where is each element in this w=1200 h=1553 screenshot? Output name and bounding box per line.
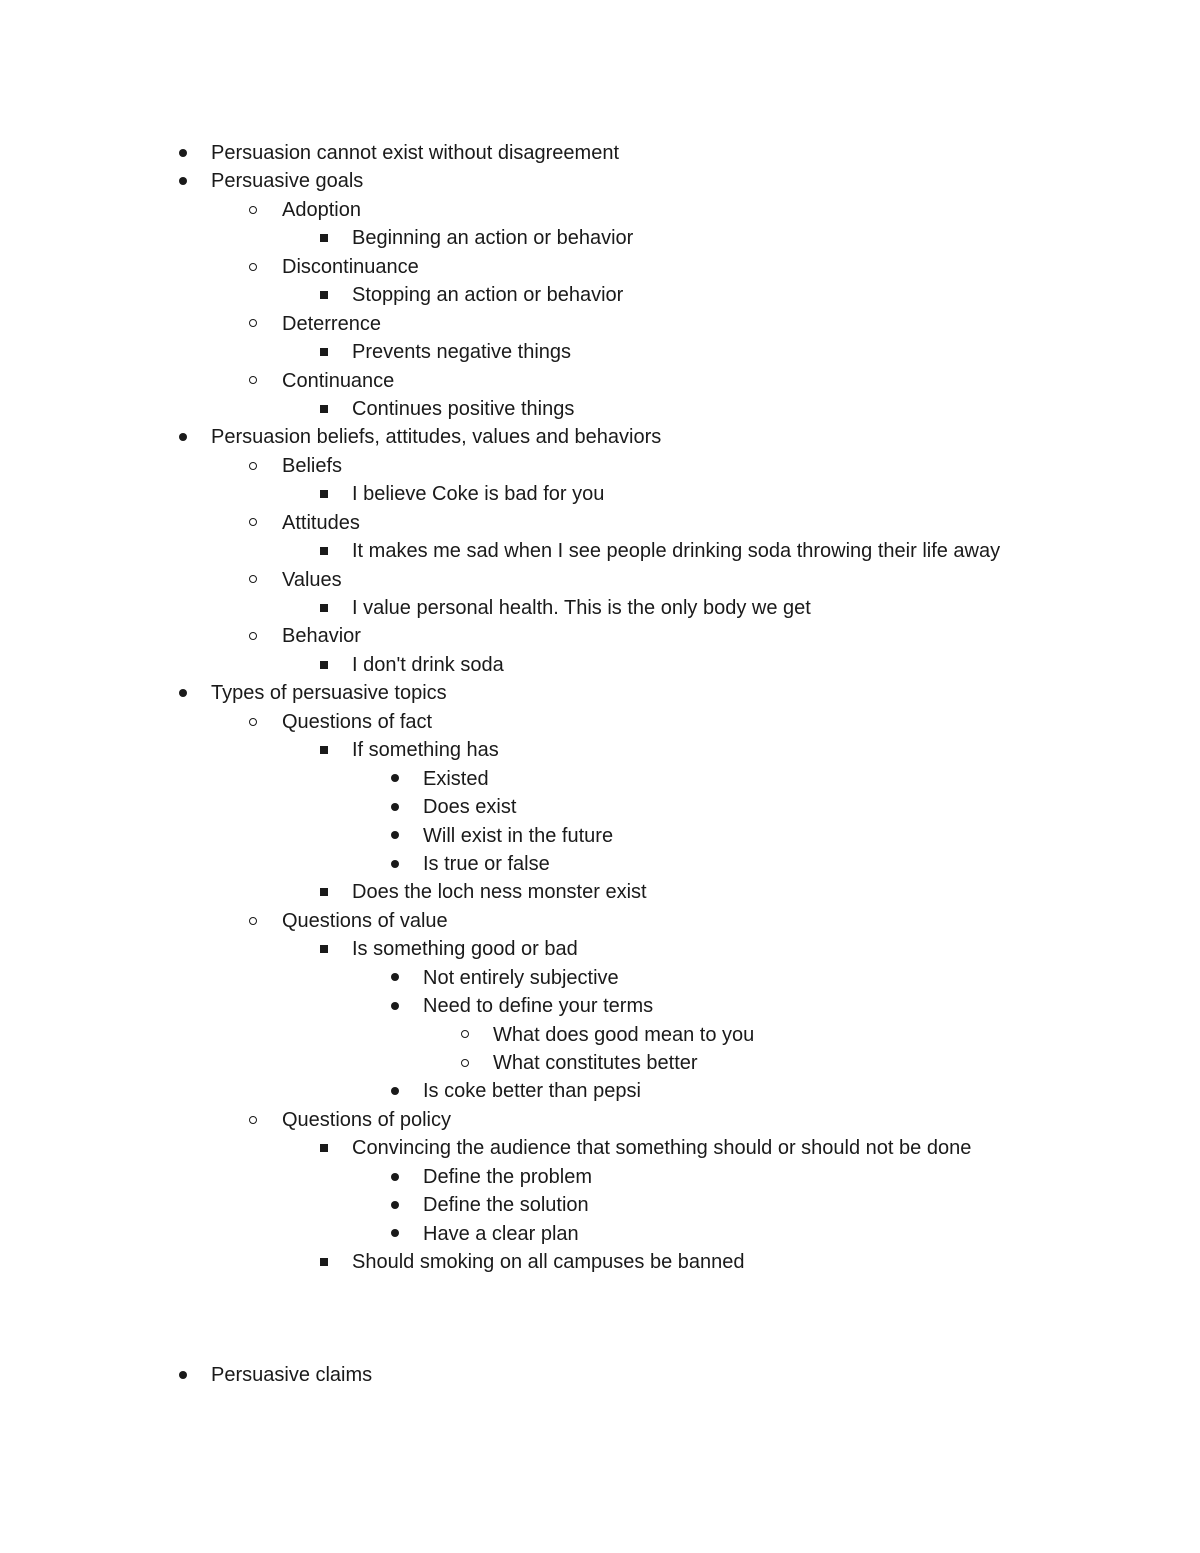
square-bullet-icon <box>314 537 334 565</box>
circle-bullet-icon <box>243 566 263 594</box>
list-item <box>0 679 1200 707</box>
disc-bullet-icon <box>385 1191 405 1219</box>
disc-bullet-icon <box>173 679 193 707</box>
list-item-text: I believe Coke is bad for you <box>352 483 605 506</box>
list-item <box>0 423 1200 451</box>
list-item <box>0 1220 1200 1248</box>
disc-bullet-icon <box>385 1077 405 1105</box>
list-item-text: Not entirely subjective <box>423 966 619 989</box>
list-item <box>0 1021 1200 1049</box>
square-bullet-icon <box>314 395 334 423</box>
list-item <box>0 822 1200 850</box>
list-item-text: What constitutes better <box>493 1052 698 1074</box>
square-bullet-icon <box>314 736 334 764</box>
list-item-text: Questions of value <box>282 909 448 932</box>
list-item <box>0 594 1200 622</box>
list-item-text: Does the loch ness monster exist <box>352 881 647 904</box>
list-item <box>0 1106 1200 1134</box>
circle-bullet-icon <box>243 367 263 395</box>
circle-bullet-icon <box>243 622 263 650</box>
disc-bullet-icon <box>385 765 405 793</box>
list-item <box>0 395 1200 423</box>
list-item <box>0 367 1200 395</box>
disc-bullet-icon <box>173 1361 193 1389</box>
list-item-text: I value personal health. This is the only body we get <box>352 597 811 619</box>
bulleted-outline <box>0 139 1200 1389</box>
list-item <box>0 651 1200 679</box>
list-item-text: Types of persuasive topics <box>211 682 447 705</box>
list-item-text: Does exist <box>423 796 517 819</box>
list-item-text: Existed <box>423 767 489 790</box>
list-item-text: Values <box>282 568 342 591</box>
circle-bullet-icon <box>243 708 263 736</box>
circle-bullet-icon <box>243 1106 263 1134</box>
list-item-text: Deterrence <box>282 312 381 335</box>
list-item-text: Will exist in the future <box>423 824 614 847</box>
list-item <box>0 1163 1200 1191</box>
list-item <box>0 338 1200 366</box>
list-item <box>0 480 1200 508</box>
list-item-text: What does good mean to you <box>493 1023 755 1046</box>
list-item <box>0 566 1200 594</box>
list-item <box>0 253 1200 281</box>
square-bullet-icon <box>314 935 334 963</box>
list-item <box>0 1191 1200 1219</box>
list-item <box>0 878 1200 906</box>
list-item <box>0 850 1200 878</box>
circle-bullet-icon <box>243 509 263 537</box>
list-item-text: Continues positive things <box>352 397 575 420</box>
list-item-text: Questions of policy <box>282 1108 451 1131</box>
list-item-text: Is true or false <box>423 852 550 875</box>
disc-bullet-icon <box>385 822 405 850</box>
list-item-text: Define the solution <box>423 1194 589 1217</box>
circle-bullet-icon <box>243 452 263 480</box>
list-item <box>0 196 1200 224</box>
circle-bullet-icon <box>243 310 263 338</box>
disc-bullet-icon <box>173 167 193 195</box>
list-item-text: Is something good or bad <box>352 938 578 961</box>
circle-bullet-icon <box>243 907 263 935</box>
list-item-text: Persuasion beliefs, attitudes, values and behaviors <box>211 426 662 449</box>
list-item <box>0 736 1200 764</box>
list-item-text: Have a clear plan <box>423 1222 579 1245</box>
list-item-text: Beginning an action or behavior <box>352 227 634 250</box>
disc-bullet-icon <box>385 793 405 821</box>
list-item-text: Stopping an action or behavior <box>352 284 624 307</box>
list-item <box>0 452 1200 480</box>
circle-bullet-icon <box>455 1021 475 1049</box>
list-item <box>0 310 1200 338</box>
circle-bullet-icon <box>243 196 263 224</box>
list-item-text: If something has <box>352 739 499 762</box>
disc-bullet-icon <box>385 1163 405 1191</box>
list-item-text: Convincing the audience that something should or should not be done <box>352 1137 972 1160</box>
circle-bullet-icon <box>243 253 263 281</box>
list-item <box>0 765 1200 793</box>
list-item-text: Continuance <box>282 369 395 392</box>
list-item <box>0 281 1200 309</box>
square-bullet-icon <box>314 480 334 508</box>
disc-bullet-icon <box>173 423 193 451</box>
square-bullet-icon <box>314 594 334 622</box>
list-item <box>0 167 1200 195</box>
blank-spacer <box>0 1277 1200 1362</box>
list-item-text: I don't drink soda <box>352 653 504 676</box>
list-item <box>0 1077 1200 1105</box>
square-bullet-icon <box>314 224 334 252</box>
list-item <box>0 537 1200 565</box>
square-bullet-icon <box>314 338 334 366</box>
square-bullet-icon <box>314 651 334 679</box>
list-item-text: Beliefs <box>282 454 343 477</box>
list-item-text: Is coke better than pepsi <box>423 1080 641 1103</box>
list-item <box>0 622 1200 650</box>
square-bullet-icon <box>314 281 334 309</box>
list-item-text: Prevents negative things <box>352 341 572 364</box>
circle-bullet-icon <box>455 1049 475 1077</box>
list-item <box>0 935 1200 963</box>
list-item-text: Behavior <box>282 625 361 648</box>
list-item-text: Discontinuance <box>282 255 419 278</box>
list-item-text: Persuasion cannot exist without disagreement <box>211 142 620 164</box>
list-item-text: Questions of fact <box>282 710 433 733</box>
square-bullet-icon <box>314 1134 334 1162</box>
list-item <box>0 708 1200 736</box>
square-bullet-icon <box>314 1248 334 1276</box>
list-item <box>0 139 1200 167</box>
list-item-text: Persuasive goals <box>211 170 364 193</box>
list-item <box>0 509 1200 537</box>
list-item-text: Need to define your terms <box>423 995 654 1018</box>
list-item-text: Persuasive claims <box>211 1364 373 1386</box>
disc-bullet-icon <box>385 1220 405 1248</box>
list-item <box>0 1134 1200 1162</box>
list-item-text: Define the problem <box>423 1165 592 1188</box>
list-item <box>0 1248 1200 1276</box>
disc-bullet-icon <box>385 992 405 1020</box>
list-item <box>0 907 1200 935</box>
list-item <box>0 224 1200 252</box>
list-item-text: Attitudes <box>282 511 360 534</box>
list-item <box>0 964 1200 992</box>
disc-bullet-icon <box>385 850 405 878</box>
list-item-text: Adoption <box>282 198 361 221</box>
square-bullet-icon <box>314 878 334 906</box>
list-item <box>0 992 1200 1020</box>
disc-bullet-icon <box>385 964 405 992</box>
disc-bullet-icon <box>173 139 193 167</box>
list-item <box>0 1049 1200 1077</box>
list-item-text: It makes me sad when I see people drinking soda throwing their life away <box>352 540 1001 563</box>
list-item <box>0 1361 1200 1389</box>
list-item <box>0 793 1200 821</box>
list-item-text: Should smoking on all campuses be banned <box>352 1251 745 1274</box>
